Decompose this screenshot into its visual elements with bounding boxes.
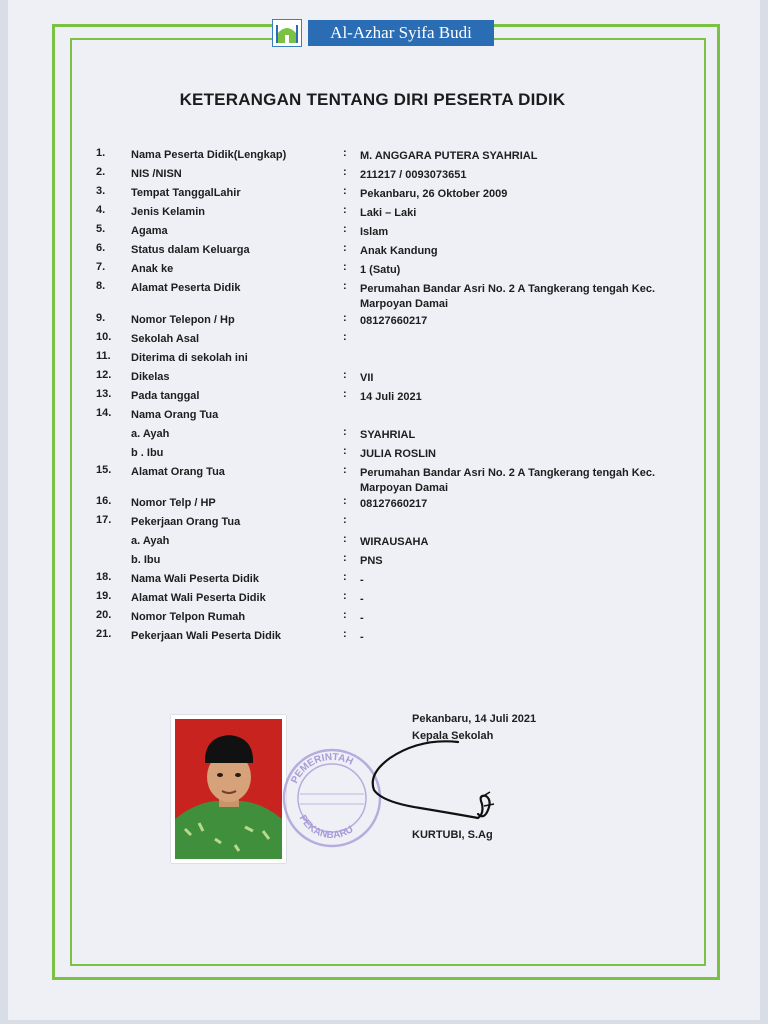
row-label: Nomor Telepon / Hp bbox=[131, 314, 235, 326]
row-label: Nomor Telp / HP bbox=[131, 497, 216, 509]
row-value: 08127660217 bbox=[360, 315, 428, 327]
info-row bbox=[0, 331, 720, 349]
info-row bbox=[0, 552, 720, 570]
logo-text: Al-Azhar Syifa Budi bbox=[308, 20, 494, 46]
row-value: - bbox=[360, 593, 364, 605]
row-value: 211217 / 0093073651 bbox=[360, 169, 467, 181]
row-label: Diterima di sekolah ini bbox=[131, 352, 248, 364]
signature-place-date: Pekanbaru, 14 Juli 2021 bbox=[412, 713, 537, 725]
row-value: - bbox=[360, 612, 364, 624]
row-colon: : bbox=[343, 185, 347, 197]
row-colon: : bbox=[343, 280, 347, 292]
row-colon: : bbox=[343, 312, 347, 324]
row-number: 11. bbox=[96, 350, 111, 362]
row-label: Pekerjaan Orang Tua bbox=[131, 516, 241, 528]
row-number: 6. bbox=[96, 242, 106, 254]
info-row bbox=[0, 261, 720, 279]
row-label: Status dalam Keluarga bbox=[131, 244, 250, 256]
info-row bbox=[0, 350, 720, 368]
row-number: 1. bbox=[96, 147, 106, 159]
row-value: 1 (Satu) bbox=[360, 264, 401, 276]
info-row bbox=[0, 445, 720, 463]
row-value: Anak Kandung bbox=[360, 245, 438, 257]
row-label: Pada tanggal bbox=[131, 390, 200, 402]
info-row bbox=[0, 280, 720, 310]
row-label: Alamat Peserta Didik bbox=[131, 282, 241, 294]
row-value: Islam bbox=[360, 226, 389, 238]
row-value: 08127660217 bbox=[360, 498, 428, 510]
row-colon: : bbox=[343, 204, 347, 216]
row-colon: : bbox=[343, 261, 347, 273]
row-value: M. ANGGARA PUTERA SYAHRIAL bbox=[360, 150, 538, 162]
row-colon: : bbox=[343, 147, 347, 159]
row-number: 7. bbox=[96, 261, 106, 273]
row-label: a. Ayah bbox=[131, 428, 170, 440]
row-number: 10. bbox=[96, 331, 112, 343]
row-colon: : bbox=[343, 388, 347, 400]
info-row bbox=[0, 166, 720, 184]
row-label: Pekerjaan Wali Peserta Didik bbox=[131, 630, 281, 642]
row-colon: : bbox=[343, 242, 347, 254]
row-label: Nama Peserta Didik(Lengkap) bbox=[131, 149, 287, 161]
info-row bbox=[0, 495, 720, 513]
row-number: 20. bbox=[96, 609, 112, 621]
row-label: NIS /NISN bbox=[131, 168, 182, 180]
row-label: Sekolah Asal bbox=[131, 333, 200, 345]
info-row bbox=[0, 590, 720, 608]
row-label: Alamat Wali Peserta Didik bbox=[131, 592, 266, 604]
row-colon: : bbox=[343, 571, 347, 583]
row-colon: : bbox=[343, 514, 347, 526]
row-number: 15. bbox=[96, 464, 112, 476]
row-value: Perumahan Bandar Asri No. 2 A Tangkerang tengah Kec. Marpoyan Damai bbox=[360, 283, 656, 310]
document-title: KETERANGAN TENTANG DIRI PESERTA DIDIK bbox=[179, 90, 566, 109]
row-value: Laki – Laki bbox=[360, 207, 417, 219]
row-number: 17. bbox=[96, 514, 112, 526]
info-row bbox=[0, 147, 720, 165]
info-row bbox=[0, 407, 720, 425]
row-value: Perumahan Bandar Asri No. 2 A Tangkerang tengah Kec. Marpoyan Damai bbox=[360, 467, 656, 494]
info-row bbox=[0, 242, 720, 260]
handwritten-signature bbox=[360, 730, 510, 830]
info-row bbox=[0, 628, 720, 646]
row-colon: : bbox=[343, 464, 347, 476]
info-row bbox=[0, 514, 720, 532]
row-number: 9. bbox=[96, 312, 106, 324]
mosque-icon bbox=[272, 19, 302, 47]
signature-role: Kepala Sekolah bbox=[412, 730, 494, 742]
row-label: Tempat TanggalLahir bbox=[131, 187, 241, 199]
row-number: 2. bbox=[96, 166, 106, 178]
info-row bbox=[0, 312, 720, 330]
row-value: - bbox=[360, 574, 364, 586]
row-number: 19. bbox=[96, 590, 112, 602]
row-colon: : bbox=[343, 495, 347, 507]
row-number: 3. bbox=[96, 185, 106, 197]
row-colon: : bbox=[343, 426, 347, 438]
signature-name: KURTUBI, S.Ag bbox=[412, 829, 493, 841]
info-row bbox=[0, 185, 720, 203]
row-colon: : bbox=[343, 533, 347, 545]
svg-text:PEMERINTAH bbox=[289, 752, 354, 785]
row-colon: : bbox=[343, 628, 347, 640]
row-label: Jenis Kelamin bbox=[131, 206, 205, 218]
stamp-bottom-text: PEKANBARU bbox=[296, 813, 356, 842]
row-number: 14. bbox=[96, 407, 112, 419]
info-row bbox=[0, 464, 720, 494]
row-label: Nama Wali Peserta Didik bbox=[131, 573, 259, 585]
row-value: - bbox=[360, 631, 364, 643]
student-photo bbox=[171, 715, 286, 863]
row-value: SYAHRIAL bbox=[360, 429, 416, 441]
row-number: 13. bbox=[96, 388, 112, 400]
row-colon: : bbox=[343, 590, 347, 602]
row-colon: : bbox=[343, 166, 347, 178]
info-row bbox=[0, 223, 720, 241]
row-colon: : bbox=[343, 552, 347, 564]
row-number: 4. bbox=[96, 204, 106, 216]
row-number: 16. bbox=[96, 495, 112, 507]
info-row bbox=[0, 571, 720, 589]
row-value: PNS bbox=[360, 555, 383, 567]
row-value: Pekanbaru, 26 Oktober 2009 bbox=[360, 188, 508, 200]
row-label: b. Ibu bbox=[131, 554, 161, 566]
info-row bbox=[0, 388, 720, 406]
row-colon: : bbox=[343, 369, 347, 381]
row-number: 12. bbox=[96, 369, 112, 381]
stamp-top-text: PEMERINTAH bbox=[289, 751, 355, 786]
row-value: WIRAUSAHA bbox=[360, 536, 429, 548]
info-row bbox=[0, 426, 720, 444]
row-label: Dikelas bbox=[131, 371, 170, 383]
row-value: JULIA ROSLIN bbox=[360, 448, 436, 460]
info-row bbox=[0, 204, 720, 222]
row-label: Anak ke bbox=[131, 263, 174, 275]
row-colon: : bbox=[343, 445, 347, 457]
row-number: 5. bbox=[96, 223, 106, 235]
row-number: 21. bbox=[96, 628, 112, 640]
school-logo bbox=[272, 18, 494, 48]
row-label: b . Ibu bbox=[131, 447, 164, 459]
info-row bbox=[0, 533, 720, 551]
row-number: 8. bbox=[96, 280, 106, 292]
row-colon: : bbox=[343, 331, 347, 343]
row-colon: : bbox=[343, 609, 347, 621]
row-value: 14 Juli 2021 bbox=[360, 391, 422, 403]
row-label: Nama Orang Tua bbox=[131, 409, 219, 421]
row-number: 18. bbox=[96, 571, 112, 583]
row-label: a. Ayah bbox=[131, 535, 170, 547]
row-label: Nomor Telpon Rumah bbox=[131, 611, 246, 623]
info-row bbox=[0, 369, 720, 387]
row-label: Alamat Orang Tua bbox=[131, 466, 225, 478]
row-value: VII bbox=[360, 372, 374, 384]
row-label: Agama bbox=[131, 225, 168, 237]
row-colon: : bbox=[343, 223, 347, 235]
info-row bbox=[0, 609, 720, 627]
